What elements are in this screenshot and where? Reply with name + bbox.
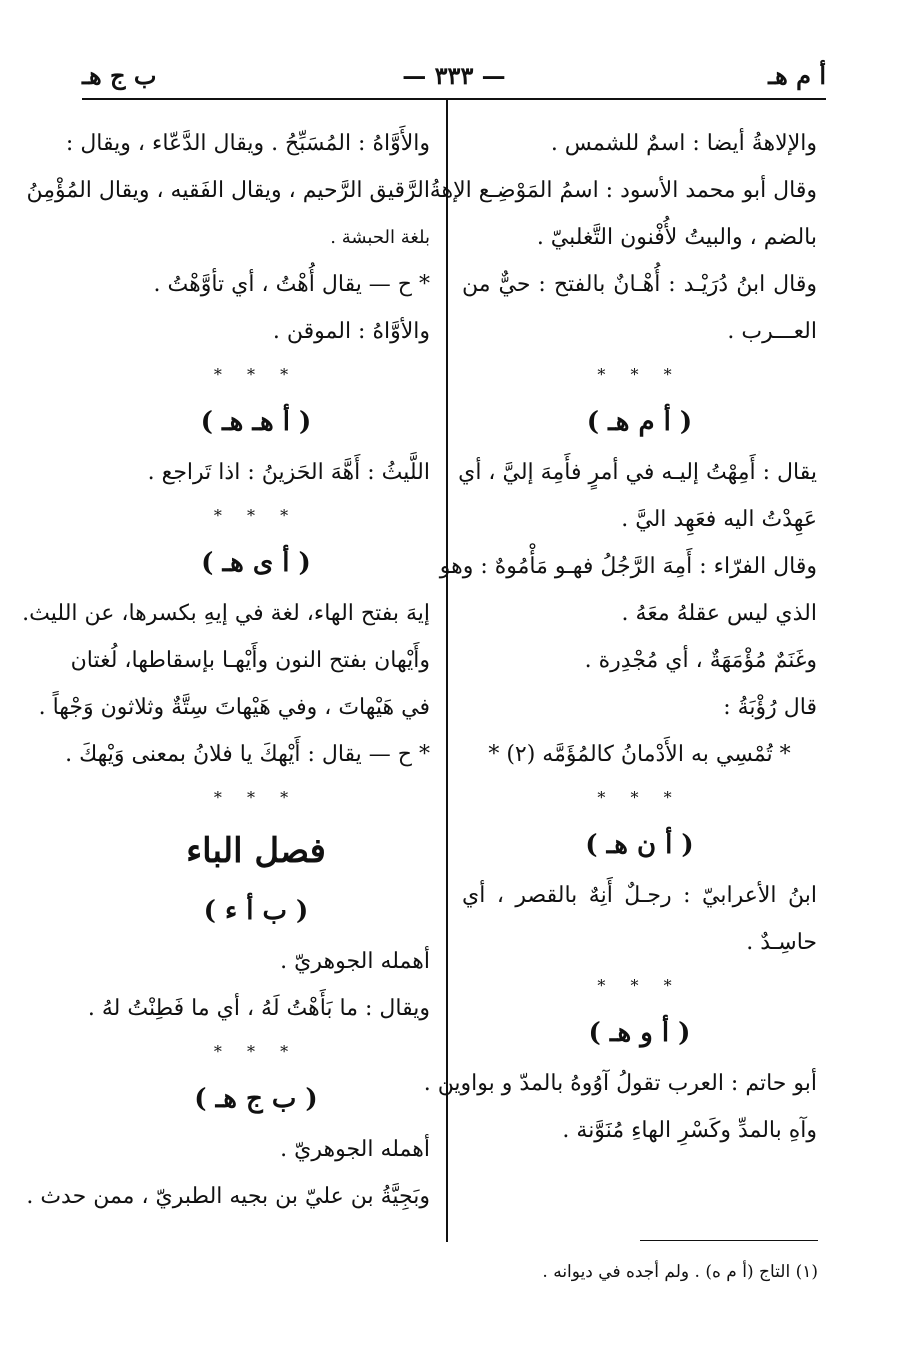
left-column-line: إيهَ بفتح الهاء، لغة في إيهِ بكسرها، عن الليث.	[22, 601, 430, 626]
left-column-line: والأوَّاهُ : الموقن .	[272, 319, 430, 344]
right-column-line: والإلاهةُ أيضا : اسمٌ للشمس .	[550, 131, 817, 156]
header-root-right: أ م هـ	[768, 61, 826, 90]
root-heading: ( أ م هـ )	[586, 407, 693, 437]
right-column-line: أبو حاتم : العرب تقولُ آوُوهُ بالمدّ و بواوين .	[423, 1071, 817, 1096]
right-column-line: بالضم ، والبيتُ لأُفْنون التَّغلبيّ .	[536, 225, 817, 250]
left-column-line: والأَوَّاهُ : المُسَبِّحُ . ويقال الدَّعّاء ، ويقال :	[65, 131, 430, 156]
header-rule	[82, 98, 826, 100]
left-column-line: بلغة الحبشة .	[330, 227, 430, 248]
left-column-line: * ح — يقال : أَيْهكَ يا فلانُ بمعنى وَيْهكَ .	[65, 742, 430, 767]
right-column-line: وغَنَمٌ مُؤْمَهَةٌ ، أي مُجْدِرة .	[584, 648, 817, 673]
right-column-line: ابنُ الأعرابيّ : رجـلٌ أَنِهٌ بالقصر ، أي	[462, 883, 817, 908]
left-column-line: أهمله الجوهريّ .	[280, 949, 430, 974]
root-heading: ( ب ج هـ )	[194, 1084, 318, 1114]
running-header	[82, 55, 826, 95]
separator-stars: * * *	[213, 1042, 299, 1061]
left-column-line: في هَيْهاتَ ، وفي هَيْهاتَ سِتَّةٌ وثلاثون وَجْهاً .	[38, 695, 430, 720]
right-column-line: قال رُؤْبَةُ :	[723, 695, 817, 720]
left-column-line: * ح — يقال أُهْتُ ، أي تأوَّهْتُ .	[153, 272, 430, 297]
header-root-left: ب ج هـ	[82, 61, 157, 90]
separator-stars: * * *	[213, 506, 299, 525]
left-column-line: الرَّقيق الرَّحيم ، ويقال الفَقيه ، ويقال المُؤْمِنُ	[26, 178, 430, 203]
verse-line: * تُمْسِي به الأَدْمانُ كالمُؤَمَّه (٢) *	[488, 742, 791, 767]
footnote-rule	[640, 1240, 818, 1241]
right-column-line: وآهِ بالمدِّ وكَسْرِ الهاءِ مُنَوَّنة .	[562, 1118, 817, 1143]
root-heading: ( ب أ ء )	[203, 896, 309, 926]
left-column-line: وأَيْهان بفتح النون وأَيْهـا بإسقاطها، لُغتان	[70, 648, 430, 673]
right-column-line: يقال : أَمِهْتُ إليـه في أمرٍ فأَمِهَ إليَّ ، أي	[458, 460, 817, 485]
right-column	[423, 120, 817, 1154]
separator-stars: * * *	[597, 788, 682, 807]
separator-stars: * * *	[597, 365, 682, 384]
right-column-line: وقال ابنُ دُرَيْـد : أُهْـانٌ بالفتح : حيٌّ من	[462, 272, 817, 297]
right-column-line: الذي ليس عقلهُ معَهُ .	[621, 601, 817, 626]
right-column-line: وقال أبو محمد الأسود : اسمُ المَوْضِـع الإهةُ	[429, 178, 817, 203]
root-heading: ( أ و هـ )	[588, 1018, 691, 1048]
footnote: (١) التاج (أ م ه) . ولم أجده في ديوانه .	[542, 1262, 818, 1282]
separator-stars: * * *	[597, 976, 682, 995]
left-column-line: أهمله الجوهريّ .	[280, 1137, 430, 1162]
separator-stars: * * *	[213, 788, 299, 807]
left-column	[22, 120, 430, 1220]
left-column-line: وبَجِيَّةُ بن عليّ بن بجيه الطبريّ ، ممن حدث .	[26, 1184, 430, 1209]
section-title: فصل الباء	[186, 831, 326, 871]
root-heading: ( أ ن هـ )	[585, 830, 694, 860]
separator-stars: * * *	[213, 365, 299, 384]
root-heading: ( أ هـ هـ )	[200, 407, 312, 437]
right-column-line: حاسِـدٌ .	[746, 930, 817, 955]
page-number: — ٣٣٣ —	[402, 61, 506, 90]
left-column-line: اللَّيثُ : أَهَّهَ الحَزينُ : اذا تَراجع .	[147, 460, 430, 485]
left-column-line: ويقال : ما بَأَهْتُ لَهُ ، أي ما فَطِنْتُ لهُ .	[87, 996, 430, 1021]
right-column-line: وقال الفرّاء : أَمِهَ الرَّجُلُ فهـو مَأْمُوهٌ : وهو	[439, 554, 817, 579]
right-column-line: عَهِدْتُ اليه فعَهِد اليَّ .	[621, 507, 817, 532]
right-column-line: العـــرب .	[727, 319, 817, 344]
root-heading: ( أ ى هـ )	[201, 548, 311, 578]
